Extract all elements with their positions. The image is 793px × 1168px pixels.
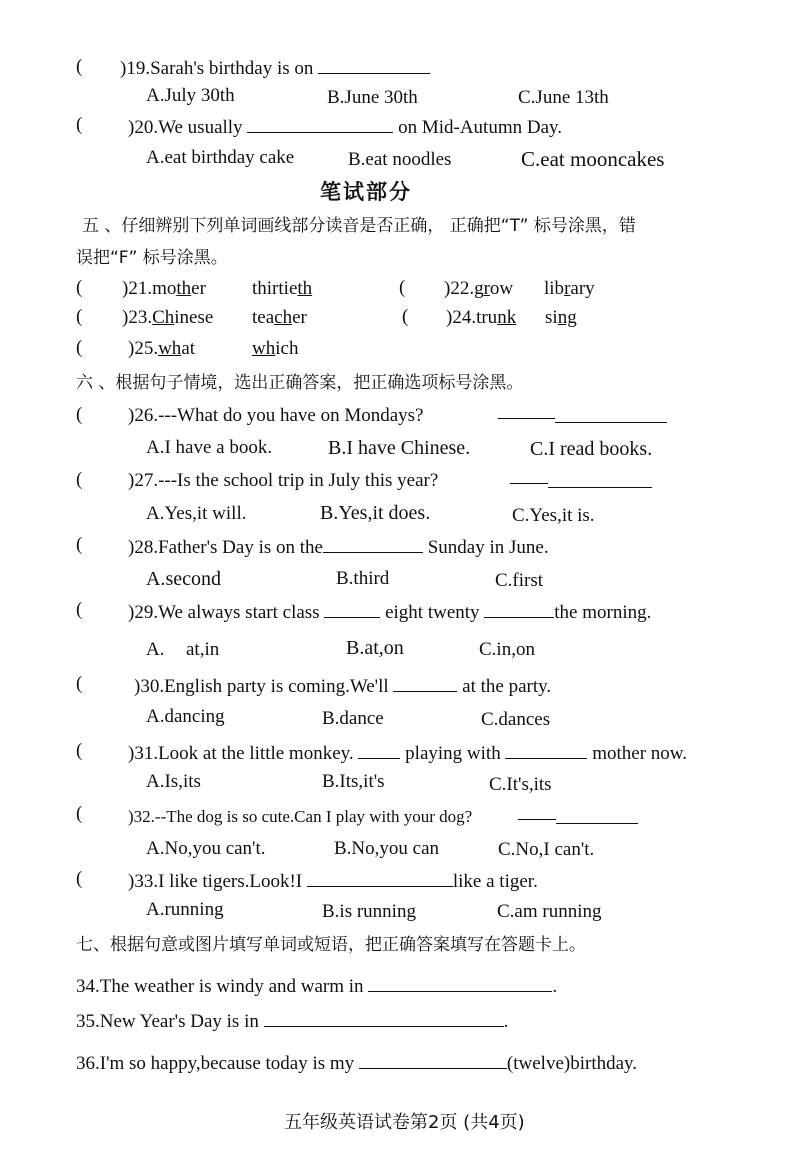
underlined-part: ch bbox=[274, 307, 293, 328]
question-28 bbox=[128, 534, 549, 560]
option-c: C.It's,its bbox=[489, 774, 552, 795]
underlined-part: Ch bbox=[152, 307, 175, 328]
question-stem-mid: eight twenty bbox=[380, 602, 485, 623]
option-a: A.dancing bbox=[146, 706, 225, 727]
question-35 bbox=[76, 1008, 508, 1034]
question-number: )21. bbox=[122, 278, 153, 299]
option-b: B.June 30th bbox=[327, 87, 418, 108]
question-19 bbox=[120, 55, 430, 81]
underlined-part: nk bbox=[497, 307, 517, 328]
question-stem-tail: . bbox=[503, 1011, 509, 1032]
word-part: tru bbox=[476, 307, 498, 328]
answer-paren: ( bbox=[76, 114, 83, 135]
answer-blank bbox=[484, 599, 554, 618]
question-stem-tail: at the party. bbox=[457, 676, 552, 697]
question-stem: )30.English party is coming.We'll bbox=[134, 676, 394, 697]
option-c: C.eat mooncakes bbox=[521, 147, 665, 171]
underlined-part: wh bbox=[158, 338, 182, 359]
question-stem: )20.We usually bbox=[128, 117, 248, 138]
word-teacher bbox=[252, 306, 307, 330]
question-stem-tail: on Mid-Autumn Day. bbox=[393, 117, 563, 138]
section5-heading-cont: 误把“F” 标号涂黑。 bbox=[76, 248, 228, 268]
word-part: inese bbox=[174, 307, 214, 328]
option-a-text: at,in bbox=[186, 639, 220, 660]
answer-paren: ( bbox=[76, 56, 83, 77]
question-stem: 35.New Year's Day is in bbox=[76, 1011, 264, 1032]
section-title: 笔试部分 bbox=[320, 180, 412, 204]
option-c: C.first bbox=[495, 570, 544, 591]
question-stem-tail: mother now. bbox=[587, 743, 688, 764]
answer-paren: ( bbox=[76, 337, 83, 358]
word-part: tea bbox=[252, 307, 275, 328]
word-sing bbox=[545, 306, 577, 330]
answer-paren: ( bbox=[76, 803, 83, 824]
answer-line bbox=[510, 469, 652, 495]
answer-blank bbox=[307, 868, 453, 887]
option-a: A.Is,its bbox=[146, 771, 201, 792]
word-part: thirtie bbox=[252, 278, 298, 299]
question-25 bbox=[128, 337, 195, 361]
option-a: A.July 30th bbox=[146, 85, 235, 106]
dash: —— bbox=[510, 472, 548, 493]
question-number: )25. bbox=[128, 338, 159, 359]
answer-blank bbox=[368, 973, 552, 992]
question-number: )24. bbox=[446, 307, 477, 328]
question-22 bbox=[444, 277, 513, 301]
word-part: ow bbox=[489, 278, 514, 299]
question-21 bbox=[122, 277, 206, 301]
word-part: ary bbox=[570, 278, 595, 299]
answer-blank bbox=[323, 534, 423, 553]
answer-paren: ( bbox=[76, 868, 83, 889]
answer-blank bbox=[358, 740, 400, 759]
option-b: B.No,you can bbox=[334, 838, 440, 859]
answer-paren: ( bbox=[76, 277, 83, 298]
page-footer: 五年级英语试卷第2页 (共4页) bbox=[284, 1112, 525, 1133]
question-29 bbox=[128, 599, 651, 625]
word-part: mo bbox=[152, 278, 177, 299]
question-number: )23. bbox=[122, 307, 153, 328]
answer-blank bbox=[505, 740, 587, 759]
question-stem: )29.We always start class bbox=[128, 602, 325, 623]
answer-paren: ( bbox=[76, 469, 83, 490]
question-stem: 36.I'm so happy,because today is my bbox=[76, 1053, 359, 1074]
section7-heading: 七、根据句意或图片填写单词或短语，把正确答案填写在答题卡上。 bbox=[76, 935, 586, 955]
underlined-part: th bbox=[176, 278, 192, 299]
option-b: B.is running bbox=[322, 901, 416, 922]
option-a: A.Yes,it will. bbox=[146, 503, 247, 524]
question-stem: )33.I like tigers.Look!I bbox=[128, 871, 307, 892]
question-33 bbox=[128, 868, 538, 894]
section6-heading: 六 、根据句子情境，选出正确答案，把正确选项标号涂黑。 bbox=[76, 373, 524, 393]
question-32: )32.--The dog is so cute.Can I play with your dog? bbox=[128, 807, 473, 826]
answer-blank bbox=[548, 469, 652, 488]
question-stem-mid: playing with bbox=[400, 743, 506, 764]
option-c: C.I read books. bbox=[530, 438, 653, 460]
answer-paren: ( bbox=[76, 740, 83, 761]
option-b: B.third bbox=[336, 568, 390, 589]
word-thirtieth bbox=[252, 277, 312, 301]
option-c: C.dances bbox=[481, 709, 551, 730]
question-stem-tail: the morning. bbox=[554, 602, 652, 623]
word-part: ich bbox=[275, 338, 299, 359]
option-c: C.No,I can't. bbox=[498, 839, 595, 860]
question-27: )27.---Is the school trip in July this year? bbox=[128, 470, 439, 491]
answer-blank bbox=[555, 404, 667, 423]
underlined-part: wh bbox=[252, 338, 276, 359]
question-stem-tail: (twelve)birthday. bbox=[506, 1053, 638, 1074]
answer-paren: ( bbox=[76, 599, 83, 620]
underlined-part: th bbox=[297, 278, 313, 299]
answer-blank bbox=[324, 599, 380, 618]
question-stem-tail: like a tiger. bbox=[452, 871, 538, 892]
question-stem: )28.Father's Day is on the bbox=[128, 537, 323, 558]
question-stem: )31.Look at the little monkey. bbox=[128, 743, 359, 764]
underlined-part: r bbox=[564, 278, 571, 299]
option-c: C.in,on bbox=[479, 639, 535, 660]
answer-blank bbox=[359, 1050, 507, 1069]
answer-paren: ( bbox=[76, 404, 83, 425]
word-part: lib bbox=[544, 278, 565, 299]
answer-line bbox=[518, 805, 638, 831]
word-part: er bbox=[292, 307, 307, 328]
answer-blank bbox=[556, 805, 638, 824]
option-b: B.dance bbox=[322, 708, 384, 729]
question-34 bbox=[76, 973, 557, 999]
question-24 bbox=[446, 306, 516, 330]
answer-paren: ( bbox=[402, 306, 409, 327]
question-30 bbox=[134, 673, 551, 699]
dash: ——— bbox=[498, 407, 555, 428]
option-c: C.Yes,it is. bbox=[512, 505, 595, 526]
answer-paren: ( bbox=[76, 673, 83, 694]
answer-blank bbox=[393, 673, 457, 692]
question-stem-tail: . bbox=[552, 976, 558, 997]
answer-paren: ( bbox=[399, 277, 406, 298]
underlined-part: r bbox=[483, 278, 490, 299]
question-stem: )19.Sarah's birthday is on bbox=[120, 58, 319, 79]
option-b: B.Yes,it does. bbox=[320, 502, 431, 524]
answer-line bbox=[498, 404, 667, 430]
option-c: C.June 13th bbox=[518, 87, 609, 108]
option-a: A.No,you can't. bbox=[146, 838, 266, 859]
question-26: )26.---What do you have on Mondays? bbox=[128, 405, 424, 426]
option-b: B.at,on bbox=[346, 637, 404, 659]
question-31 bbox=[128, 740, 687, 766]
option-b: B.I have Chinese. bbox=[328, 437, 471, 459]
answer-blank bbox=[264, 1008, 504, 1027]
option-b: B.eat noodles bbox=[348, 149, 452, 170]
option-a: A.running bbox=[146, 899, 224, 920]
option-a: A.eat birthday cake bbox=[146, 147, 295, 168]
answer-blank bbox=[318, 55, 430, 74]
answer-paren: ( bbox=[76, 306, 83, 327]
dash: —— bbox=[518, 808, 556, 829]
question-stem-tail: Sunday in June. bbox=[422, 537, 549, 558]
answer-blank bbox=[247, 114, 393, 133]
question-23 bbox=[122, 306, 213, 330]
word-part: g bbox=[474, 278, 484, 299]
section5-heading: 五 、仔细辨别下列单词画线部分读音是否正确， 正确把“T” 标号涂黑，错 bbox=[82, 216, 636, 236]
word-which bbox=[252, 337, 298, 361]
option-a: A.I have a book. bbox=[146, 437, 273, 458]
option-c: C.am running bbox=[497, 901, 602, 922]
question-stem: 34.The weather is windy and warm in bbox=[76, 976, 369, 997]
underlined-part: ng bbox=[557, 307, 577, 328]
word-part: er bbox=[191, 278, 206, 299]
option-a: A. bbox=[146, 639, 165, 660]
question-20 bbox=[128, 114, 562, 140]
word-part: at bbox=[181, 338, 196, 359]
word-part: si bbox=[545, 307, 558, 328]
answer-paren: ( bbox=[76, 534, 83, 555]
word-library bbox=[544, 277, 595, 301]
option-a: A.second bbox=[146, 568, 221, 590]
option-b: B.Its,it's bbox=[322, 771, 385, 792]
question-36 bbox=[76, 1050, 637, 1076]
question-number: )22. bbox=[444, 278, 475, 299]
